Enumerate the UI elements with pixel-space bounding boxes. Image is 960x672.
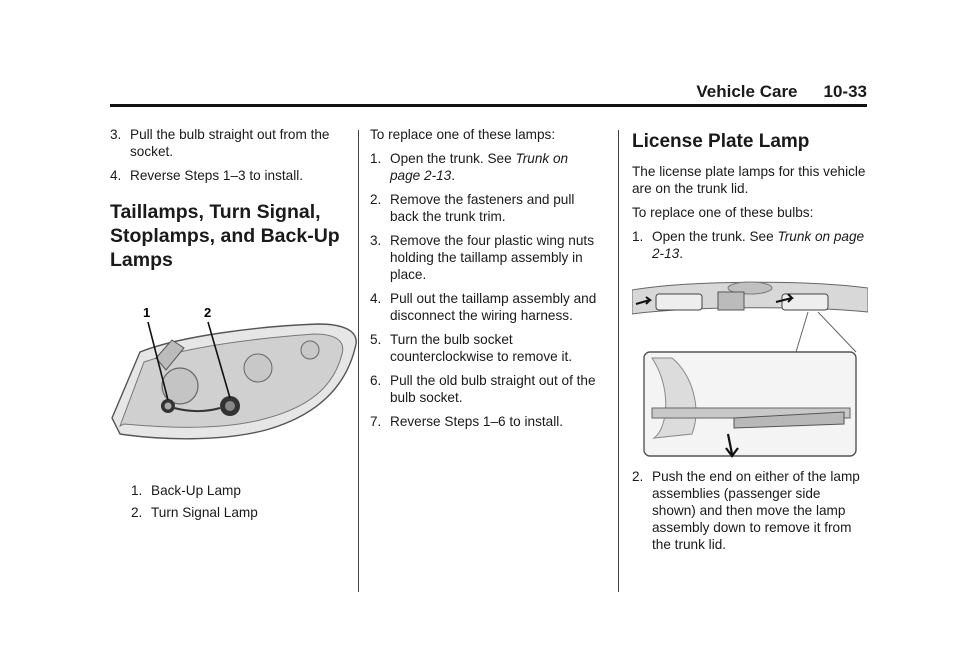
column-3 xyxy=(632,126,868,269)
intro-text: To replace one of these lamps: xyxy=(370,127,556,142)
column-divider xyxy=(618,130,619,592)
section-heading-taillamps: Taillamps, Turn Signal, Stoplamps, and Back-Up Lamps xyxy=(110,201,340,271)
section-title: Vehicle Care xyxy=(696,82,798,101)
step-2: 2. Remove the fasteners and pull back the trunk trim. xyxy=(370,192,575,224)
step-2: 2. Push the end on either of the lamp assemblies (passenger side shown) and then move the lamp assembly down to remove it from the trunk lid. xyxy=(632,469,860,552)
license-plate-lamp-illustration xyxy=(632,278,868,460)
column-1 xyxy=(110,126,350,278)
column-3-continued xyxy=(632,468,868,560)
step-7: 7. Reverse Steps 1–6 to install. xyxy=(370,414,564,429)
callout-2: 2 xyxy=(204,305,212,320)
step-6: 6. Pull the old bulb straight out of the bulb socket. xyxy=(370,373,596,405)
step-1: 1. Open the trunk. See Trunk on page 2-13. xyxy=(632,229,865,261)
section-heading-license-plate: License Plate Lamp xyxy=(632,131,810,152)
description-text: The license plate lamps for this vehicle are on the trunk lid. xyxy=(632,164,866,196)
intro-text: To replace one of these bulbs: xyxy=(632,205,814,220)
page-header xyxy=(110,84,867,107)
step-5: 5. Turn the bulb socket counterclockwise to remove it. xyxy=(370,332,573,364)
column-2 xyxy=(370,126,600,437)
cross-reference-link[interactable]: Trunk on page 2-13 xyxy=(390,151,569,183)
taillamp-illustration xyxy=(110,300,360,480)
step-4: 4. Pull out the taillamp assembly and disconnect the wiring harness. xyxy=(370,291,597,323)
callout-1: 1 xyxy=(143,305,151,320)
step-4: 4. Reverse Steps 1–3 to install. xyxy=(110,168,304,183)
cross-reference-link[interactable]: Trunk on page 2-13 xyxy=(652,229,865,261)
caption-item: 2. Turn Signal Lamp xyxy=(131,505,258,520)
step-3: 3. Pull the bulb straight out from the socket. xyxy=(110,127,330,159)
page-number: 10-33 xyxy=(823,82,867,101)
step-1: 1. Open the trunk. See Trunk on page 2-13. xyxy=(370,151,569,183)
figure-caption xyxy=(131,482,258,526)
caption-item: 1. Back-Up Lamp xyxy=(131,483,241,498)
step-3: 3. Remove the four plastic wing nuts holding the taillamp assembly in place. xyxy=(370,233,595,282)
